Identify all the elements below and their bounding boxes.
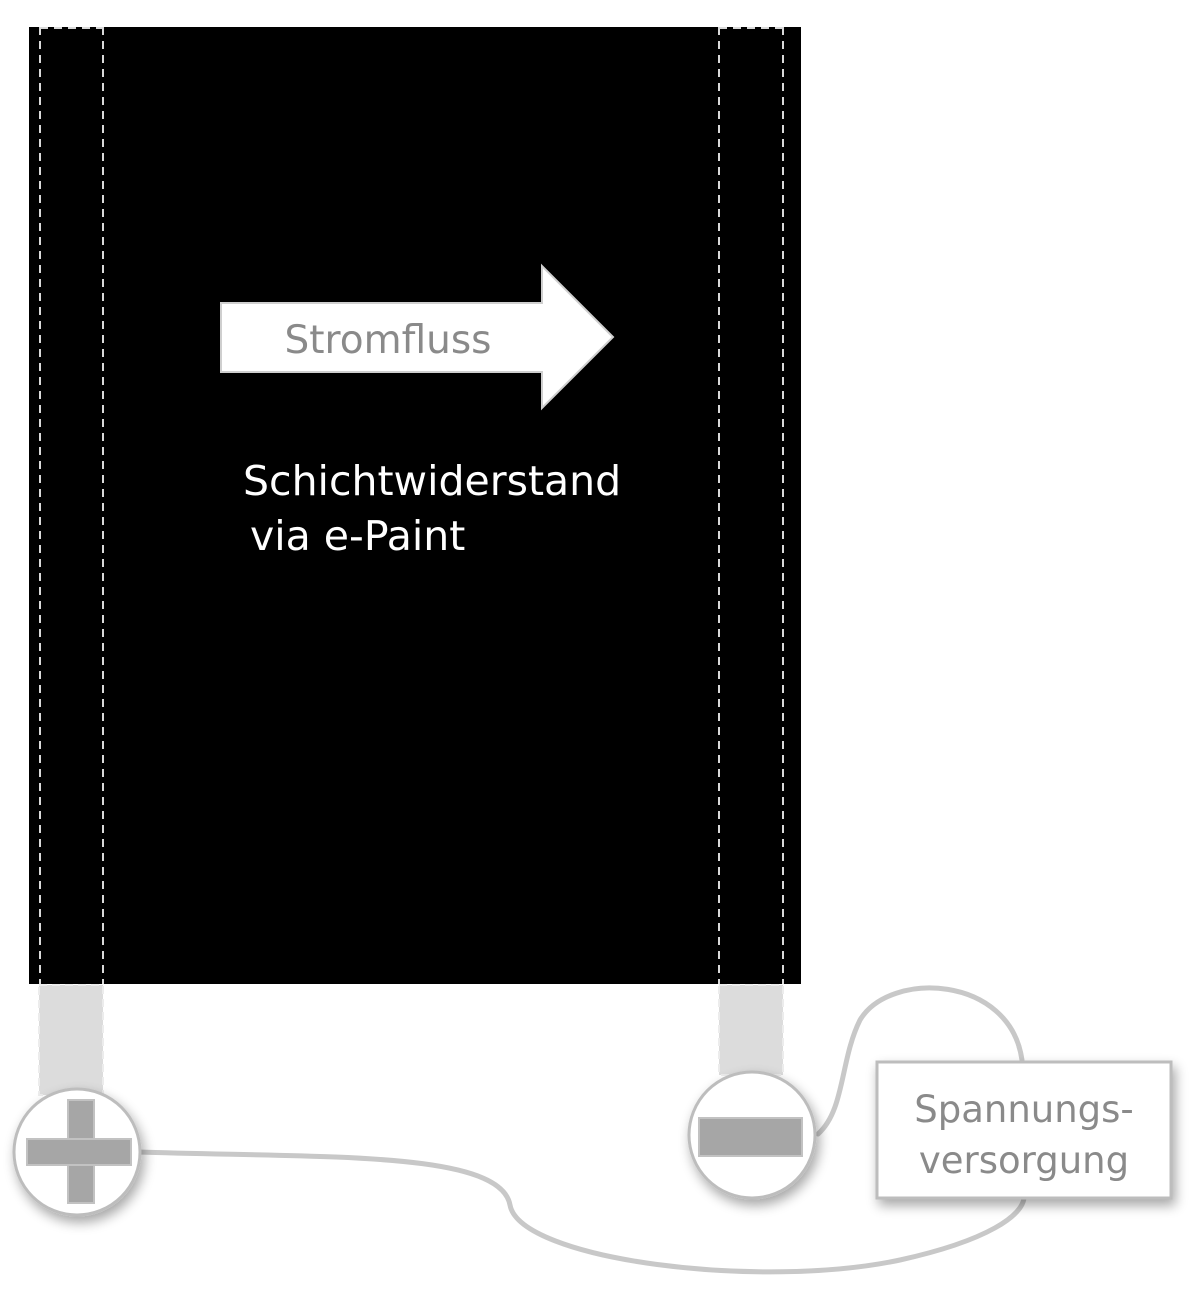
power-supply-label-line2: versorgung — [918, 1139, 1130, 1182]
minus-icon — [699, 1118, 802, 1156]
resistance-label-line2: via e-Paint — [250, 512, 466, 560]
power-supply-label-line1: Spannungs- — [914, 1088, 1134, 1131]
right-electrode-tab — [719, 985, 783, 1075]
left-electrode-tab — [39, 985, 103, 1095]
arrow-label: Stromfluss — [284, 318, 492, 363]
resistance-label-line1: Schichtwiderstand — [243, 457, 622, 505]
resistive-panel — [29, 27, 801, 984]
